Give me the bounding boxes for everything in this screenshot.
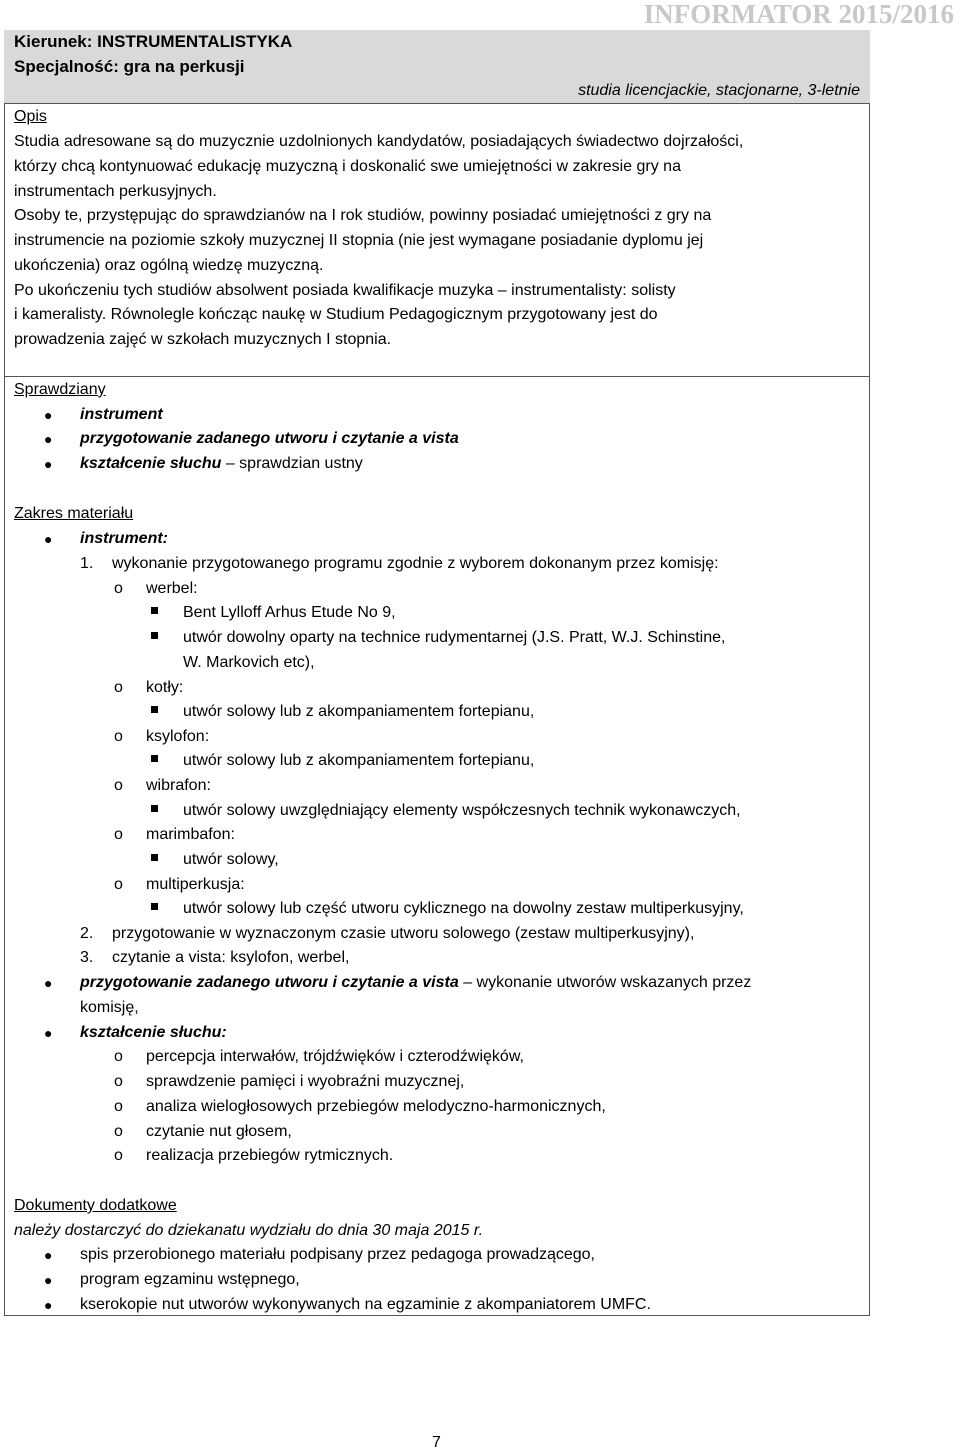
opis-line: instrumencie na poziomie szkoły muzycznej II stopnia (nie jest wymagane posiadanie dyplomu jej <box>14 232 704 249</box>
vista-item-continued: komisję, <box>80 999 139 1016</box>
instrument-name: werbel: <box>146 580 198 597</box>
informator-brand: INFORMATOR 2015/2016 <box>643 0 954 29</box>
instrument-name: kotły: <box>146 679 184 696</box>
sprawdzian-item: przygotowanie zadanego utworu i czytanie a vista <box>80 430 459 447</box>
sprawdzian-item-rest: – sprawdzian ustny <box>221 455 363 472</box>
bullet-icon: ● <box>44 531 53 547</box>
sluch-label: kształcenie słuchu: <box>80 1024 227 1041</box>
program-item: czytanie a vista: ksylofon, werbel, <box>112 949 350 966</box>
repertoire-item: utwór solowy lub część utworu cyklicznego na dowolny zestaw multiperkusyjny, <box>183 900 744 917</box>
circle-marker: o <box>114 1098 123 1115</box>
sprawdzian-item-bold: kształcenie słuchu <box>80 455 222 472</box>
opis-line: Osoby te, przystępując do sprawdzianów na I rok studiów, powinny posiadać umiejętności z gry na <box>14 207 712 224</box>
sluch-item: sprawdzenie pamięci i wyobraźni muzycznej, <box>146 1073 465 1090</box>
repertoire-item: utwór solowy lub z akompaniamentem fortepianu, <box>183 752 535 769</box>
vista-item-bold: przygotowanie zadanego utworu i czytanie a vista <box>80 974 459 991</box>
opis-line: instrumentach perkusyjnych. <box>14 183 217 200</box>
bullet-icon: ● <box>44 407 53 423</box>
sprawdzian-item <box>80 452 363 477</box>
repertoire-item: W. Markovich etc), <box>183 654 315 671</box>
circle-marker: o <box>114 580 123 597</box>
square-bullet-icon <box>151 903 158 910</box>
list-number: 3. <box>80 949 94 966</box>
repertoire-item: utwór solowy uwzględniający elementy współczesnych technik wykonawczych, <box>183 802 741 819</box>
sluch-item: analiza wielogłosowych przebiegów melodyczno-harmonicznych, <box>146 1098 606 1115</box>
sprawdziany-heading: Sprawdziany <box>14 381 106 398</box>
bullet-icon: ● <box>44 431 53 447</box>
circle-marker: o <box>114 728 123 745</box>
bullet-icon: ● <box>44 1272 53 1288</box>
zakres-heading: Zakres materiału <box>14 505 134 522</box>
instrument-name: ksylofon: <box>146 728 210 745</box>
section-divider <box>4 376 870 377</box>
program-item: przygotowanie w wyznaczonym czasie utworu solowego (zestaw multiperkusyjny), <box>112 925 695 942</box>
sluch-item: czytanie nut głosem, <box>146 1123 292 1140</box>
bullet-icon: ● <box>44 1297 53 1313</box>
sluch-item: percepcja interwałów, trójdźwięków i czterodźwięków, <box>146 1048 524 1065</box>
instrument-name: marimbafon: <box>146 826 235 843</box>
list-number: 2. <box>80 925 94 942</box>
square-bullet-icon <box>151 607 158 614</box>
square-bullet-icon <box>151 755 158 762</box>
circle-marker: o <box>114 1073 123 1090</box>
sprawdzian-item: instrument <box>80 406 163 423</box>
square-bullet-icon <box>151 706 158 713</box>
program-item: wykonanie przygotowanego programu zgodnie z wyborem dokonanym przez komisję: <box>112 555 719 572</box>
dokument-item: kserokopie nut utworów wykonywanych na egzaminie z akompaniatorem UMFC. <box>80 1296 651 1313</box>
bullet-icon: ● <box>44 1025 53 1041</box>
page-number: 7 <box>432 1434 441 1451</box>
dokument-item: program egzaminu wstępnego, <box>80 1271 300 1288</box>
circle-marker: o <box>114 777 123 794</box>
opis-line: Po ukończeniu tych studiów absolwent posiada kwalifikacje muzyka – instrumentalisty: solisty <box>14 282 676 299</box>
circle-marker: o <box>114 679 123 696</box>
vista-item <box>80 971 751 996</box>
circle-marker: o <box>114 1123 123 1140</box>
circle-marker: o <box>114 1147 123 1164</box>
repertoire-item: utwór dowolny oparty na technice rudymentarnej (J.S. Pratt, W.J. Schinstine, <box>183 629 726 646</box>
circle-marker: o <box>114 826 123 843</box>
study-mode: studia licencjackie, stacjonarne, 3-letnie <box>578 82 860 99</box>
opis-heading: Opis <box>14 108 47 125</box>
bullet-icon: ● <box>44 975 53 991</box>
vista-item-rest: – wykonanie utworów wskazanych przez <box>458 974 752 991</box>
circle-marker: o <box>114 876 123 893</box>
list-number: 1. <box>80 555 94 572</box>
opis-line: ukończenia) oraz ogólną wiedzę muzyczną. <box>14 257 324 274</box>
repertoire-item: utwór solowy, <box>183 851 279 868</box>
circle-marker: o <box>114 1048 123 1065</box>
opis-line: którzy chcą kontynuować edukację muzyczną i doskonalić swe umiejętności w zakresie gry na <box>14 158 681 175</box>
instrument-name: wibrafon: <box>146 777 211 794</box>
repertoire-item: Bent Lylloff Arhus Etude No 9, <box>183 604 396 621</box>
specjalnosc-title: Specjalność: gra na perkusji <box>14 57 245 76</box>
dokumenty-note: należy dostarczyć do dziekanatu wydziału do dnia 30 maja 2015 r. <box>14 1222 484 1239</box>
bullet-icon: ● <box>44 456 53 472</box>
bullet-icon: ● <box>44 1247 53 1263</box>
title-block <box>4 30 870 104</box>
opis-line: i kameralisty. Równolegle kończąc naukę w Studium Pedagogicznym przygotowany jest do <box>14 306 658 323</box>
kierunek-title: Kierunek: INSTRUMENTALISTYKA <box>14 32 293 51</box>
instrument-name: multiperkusja: <box>146 876 245 893</box>
opis-line: prowadzenia zajęć w szkołach muzycznych I stopnia. <box>14 331 392 348</box>
opis-line: Studia adresowane są do muzycznie uzdolnionych kandydatów, posiadających świadectwo dojrzałości, <box>14 133 744 150</box>
square-bullet-icon <box>151 854 158 861</box>
square-bullet-icon <box>151 632 158 639</box>
dokumenty-heading: Dokumenty dodatkowe <box>14 1197 177 1214</box>
sluch-item: realizacja przebiegów rytmicznych. <box>146 1147 394 1164</box>
instrument-label: instrument: <box>80 530 168 547</box>
dokument-item: spis przerobionego materiału podpisany przez pedagoga prowadzącego, <box>80 1246 595 1263</box>
square-bullet-icon <box>151 805 158 812</box>
repertoire-item: utwór solowy lub z akompaniamentem fortepianu, <box>183 703 535 720</box>
